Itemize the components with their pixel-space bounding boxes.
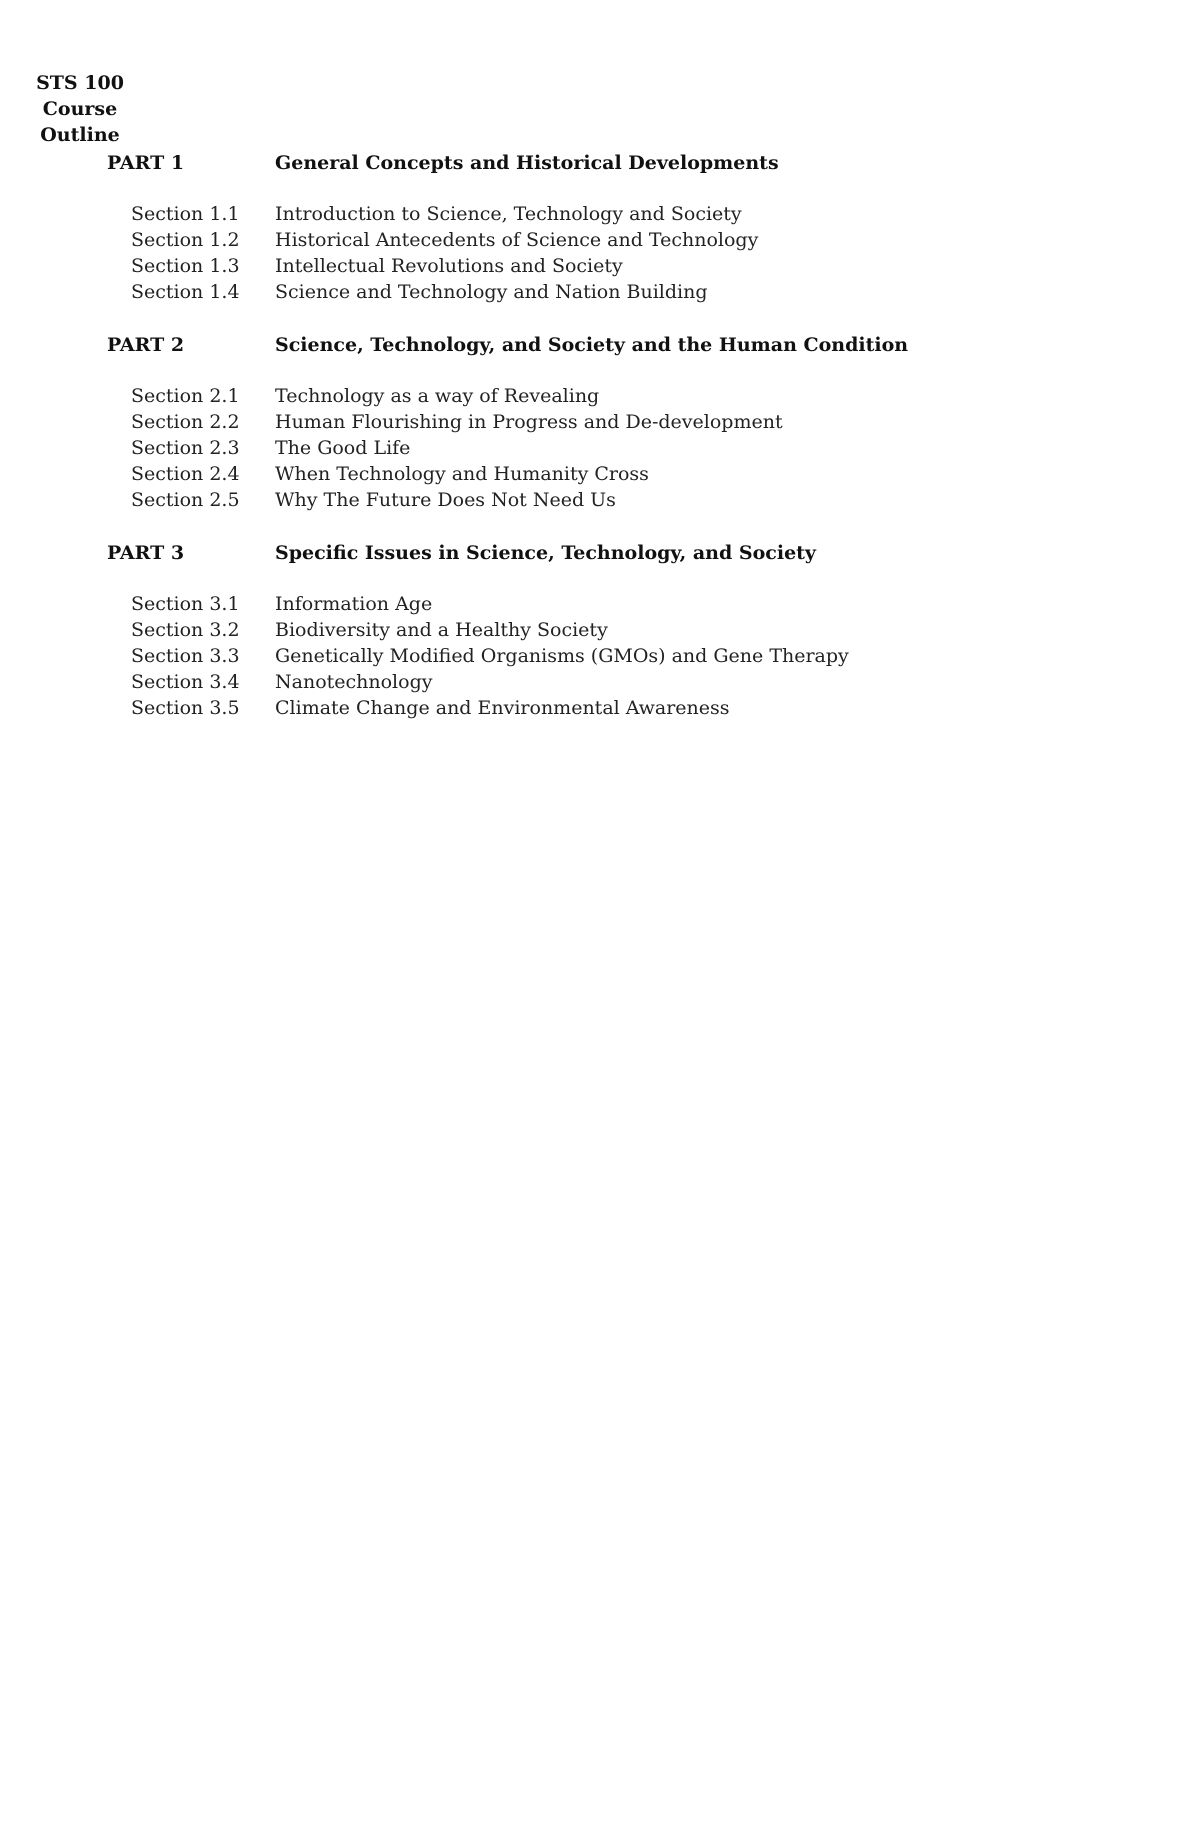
- section-title: Introduction to Science, Technology and Society: [275, 203, 742, 225]
- document-header: [0, 70, 1200, 148]
- section-title: Technology as a way of Revealing: [275, 385, 600, 407]
- section-list: [0, 201, 1200, 305]
- part-label: PART 3: [107, 542, 185, 564]
- section-item: [0, 409, 1200, 435]
- section-title: Historical Antecedents of Science and Technology: [275, 229, 759, 251]
- section-title: The Good Life: [275, 437, 411, 459]
- course-code: STS 100: [36, 72, 124, 94]
- section-item: [0, 643, 1200, 669]
- section-item: [0, 461, 1200, 487]
- section-number: Section 1.4: [131, 281, 240, 303]
- section-title: Human Flourishing in Progress and De-development: [275, 411, 783, 433]
- section-title: Information Age: [275, 593, 433, 615]
- section-title: Biodiversity and a Healthy Society: [275, 619, 608, 641]
- section-title: Intellectual Revolutions and Society: [275, 255, 623, 277]
- section-item: [0, 253, 1200, 279]
- section-number: Section 2.2: [131, 411, 240, 433]
- section-title: Science and Technology and Nation Building: [275, 281, 708, 303]
- section-number: Section 2.5: [131, 489, 240, 511]
- section-item: [0, 227, 1200, 253]
- section-number: Section 2.3: [131, 437, 240, 459]
- section-number: Section 3.5: [131, 697, 240, 719]
- section-title: Genetically Modified Organisms (GMOs) and Gene Therapy: [275, 645, 849, 667]
- section-item: [0, 435, 1200, 461]
- section-number: Section 3.4: [131, 671, 240, 693]
- section-item: [0, 201, 1200, 227]
- section-number: Section 2.4: [131, 463, 240, 485]
- section-item: [0, 279, 1200, 305]
- part-1: [0, 150, 1200, 305]
- section-item: [0, 383, 1200, 409]
- part-2: [0, 332, 1200, 513]
- section-number: Section 1.3: [131, 255, 240, 277]
- section-item: [0, 591, 1200, 617]
- section-item: [0, 669, 1200, 695]
- part-label: PART 1: [107, 152, 185, 174]
- section-title: Why The Future Does Not Need Us: [275, 489, 616, 511]
- part-title: Specific Issues in Science, Technology, and Society: [275, 542, 816, 564]
- section-title: Climate Change and Environmental Awareness: [275, 697, 730, 719]
- section-number: Section 1.2: [131, 229, 240, 251]
- section-item: [0, 617, 1200, 643]
- part-heading: [0, 332, 1200, 358]
- part-3: [0, 540, 1200, 721]
- section-list: [0, 591, 1200, 721]
- part-title: Science, Technology, and Society and the Human Condition: [275, 334, 909, 356]
- section-number: Section 3.2: [131, 619, 240, 641]
- part-heading: [0, 540, 1200, 566]
- section-title: When Technology and Humanity Cross: [275, 463, 649, 485]
- section-item: [0, 695, 1200, 721]
- part-label: PART 2: [107, 334, 185, 356]
- section-item: [0, 487, 1200, 513]
- section-number: Section 1.1: [131, 203, 240, 225]
- section-number: Section 3.1: [131, 593, 240, 615]
- section-title: Nanotechnology: [275, 671, 433, 693]
- section-list: [0, 383, 1200, 513]
- section-number: Section 3.3: [131, 645, 240, 667]
- title-wrapper: [0, 70, 1200, 148]
- part-heading: [0, 150, 1200, 176]
- part-title: General Concepts and Historical Developments: [275, 152, 779, 174]
- section-number: Section 2.1: [131, 385, 240, 407]
- document-subtitle: Course Outline: [40, 98, 120, 146]
